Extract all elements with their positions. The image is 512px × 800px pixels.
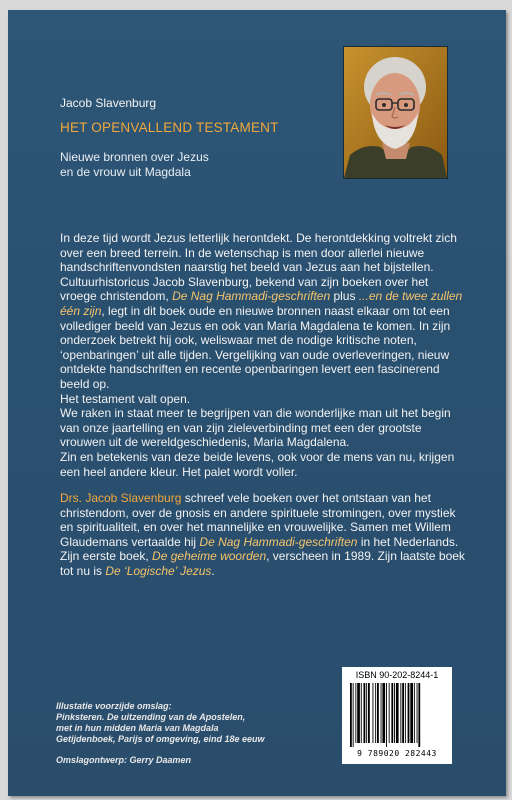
author-portrait-image	[344, 47, 447, 178]
book-title-reference: ...en de twee zullen één zijn	[60, 289, 463, 318]
barcode-bar	[389, 683, 390, 743]
book-title-reference: De ‘Logische’ Jezus	[105, 564, 212, 579]
barcode-bar	[405, 683, 406, 743]
barcode-icon	[350, 683, 444, 747]
text-span: , legt in dit boek oude en nieuwe bronnen naast elkaar om tot een vollediger beeld van Jezus en ook van Maria Magdalena te komen. In zijn onderzoek betrekt hij ook, weliswaar met de nodige kritische noten, ‘openbaringen’ uit alle tijden. Vergelijking van oude overleveringen, nieuw ontdekte handschriften en recente openbaringen levert een fascinerend beeld op.	[60, 303, 451, 391]
author-photo	[343, 46, 448, 179]
blurb-paragraph: Het testament valt open.	[60, 391, 191, 406]
book-title-reference: De geheime woorden	[152, 549, 267, 564]
author-bio	[60, 491, 465, 579]
barcode-bar	[353, 683, 354, 747]
barcode-bar	[418, 683, 420, 747]
book-title-reference: De Nag Hammadi-geschriften	[172, 289, 331, 304]
barcode-bar	[391, 683, 393, 743]
blurb-paragraph	[60, 275, 465, 392]
subtitle-line: en de vrouw uit Magdala	[60, 165, 191, 179]
barcode-bar	[408, 683, 410, 743]
barcode-bar	[400, 683, 401, 743]
barcode-bar	[357, 683, 360, 743]
credit-line: Illustatie voorzijde omslag:	[56, 701, 172, 711]
text-span: schreef vele boeken over het ontstaan van het christendom, over de gnosis en andere spirituele stromingen, over mystiek en spiritualiteit, en over het mannelijke en vrouwelijke. Samen met Willem Glaudemans vertaalde hij	[60, 491, 456, 549]
barcode-bar	[350, 683, 352, 747]
cover-designer: Omslagontwerp: Gerry Daamen	[56, 755, 192, 765]
barcode-bar	[382, 683, 385, 743]
barcode-bar	[368, 683, 370, 743]
barcode-bar	[381, 683, 382, 743]
barcode-bar	[396, 683, 399, 743]
barcode-bar	[366, 683, 367, 743]
text-span: Cultuurhistoricus Jacob Slavenburg, bekend van zijn boeken over het vroege christendom,	[60, 274, 429, 304]
credit-line: met in hun midden Maria van Magdala	[56, 723, 219, 733]
barcode-bar	[361, 683, 362, 743]
barcode-bar	[402, 683, 404, 743]
book-title-reference: De Nag Hammadi-geschriften	[199, 534, 358, 549]
book-subtitle	[60, 150, 300, 180]
isbn-number: ISBN 90-202-8244-1	[355, 670, 439, 680]
credit-line: Pinksteren. De uitzending van de Apostelen,	[56, 712, 246, 722]
barcode-bar	[417, 683, 418, 743]
barcode-bar	[373, 683, 374, 743]
text-span: , verscheen in 1989. Zijn laatste boek tot nu is	[60, 549, 465, 579]
barcode-bar	[386, 683, 387, 747]
blurb-paragraph: Zin en betekenis van deze beide levens, ook voor de mens van nu, krijgen een heel andere kleur. Het palet wordt voller.	[60, 449, 455, 479]
subtitle-line: Nieuwe bronnen over Jezus	[60, 150, 209, 164]
barcode-bar	[414, 683, 415, 743]
ean-number: 9 789020 282443	[357, 749, 437, 758]
barcode-bar	[355, 683, 356, 743]
author-name: Jacob Slavenburg	[60, 96, 157, 110]
book-title: HET OPENVALLEND TESTAMENT	[60, 120, 279, 135]
cover-credits	[56, 701, 306, 766]
back-cover	[8, 10, 506, 796]
barcode-bar	[375, 683, 376, 743]
blurb-paragraph: In deze tijd wordt Jezus letterlijk herontdekt. De herontdekking voltrekt zich over een breed terrein. In de wetenschap is men door allerlei nieuwe handschriftenvondsten naarstig het beeld van Jezus aan het bijstellen.	[60, 231, 457, 275]
barcode-bar	[410, 683, 413, 743]
barcode-label	[342, 667, 452, 764]
barcode-bar	[394, 683, 395, 743]
author-bio-name: Drs. Jacob Slavenburg	[60, 491, 182, 506]
text-span: plus	[330, 289, 359, 304]
text-span: in het Nederlands. Zijn eerste boek,	[60, 534, 459, 564]
blurb-text	[60, 231, 465, 579]
credit-line: Getijdenboek, Parijs of omgeving, eind 18e eeuw	[56, 734, 265, 744]
barcode-bar	[377, 683, 379, 743]
blurb-paragraph: We raken in staat meer te begrijpen van die wonderlijke man uit het begin van onze jaartelling en van zijn zieleverbinding met een der grootste vrouwen uit de wereldgeschiedenis, Maria Magdalena.	[60, 406, 451, 450]
text-span: .	[211, 564, 215, 579]
barcode-bar	[364, 683, 366, 743]
